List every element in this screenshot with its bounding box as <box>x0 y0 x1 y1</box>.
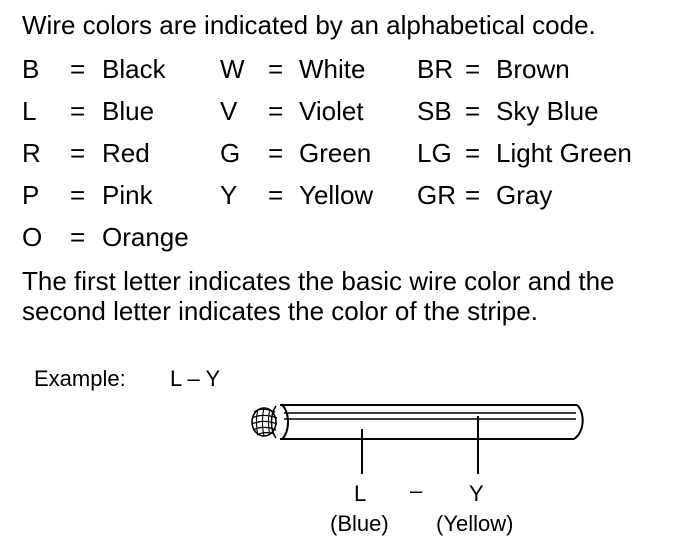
code-letter: L <box>22 96 37 126</box>
description-line-1: The first letter indicates the basic wire color and the <box>22 266 615 296</box>
code-letter: R <box>22 138 41 168</box>
equals-sign: = <box>465 96 481 126</box>
equals-sign: = <box>70 222 86 252</box>
color-name: Light Green <box>496 138 632 168</box>
color-name: Green <box>299 138 372 168</box>
code-letter: SB <box>417 96 452 126</box>
stripe-color-letter: Y <box>469 481 484 506</box>
code-letter: O <box>22 222 43 252</box>
base-color-letter: L <box>354 481 367 506</box>
color-name: Orange <box>102 222 189 252</box>
stripe-color-name: (Yellow) <box>436 511 514 536</box>
color-name: Violet <box>299 96 364 126</box>
equals-sign: = <box>268 180 284 210</box>
equals-sign: = <box>268 96 284 126</box>
color-name: Red <box>102 138 150 168</box>
example-code: L – Y <box>170 366 221 391</box>
equals-sign: = <box>465 180 481 210</box>
wire-end-cap <box>574 405 583 439</box>
code-letter: Y <box>220 180 238 210</box>
code-letter: W <box>220 54 245 84</box>
code-letter: B <box>22 54 40 84</box>
code-letter: GR <box>417 180 456 210</box>
wire-illustration <box>252 405 583 439</box>
code-letter: BR <box>417 54 454 84</box>
example-label: Example: <box>34 366 126 391</box>
equals-sign: = <box>70 96 86 126</box>
code-letter: P <box>22 180 40 210</box>
color-name: Yellow <box>299 180 374 210</box>
conductor-strands <box>252 408 277 436</box>
color-name: Pink <box>102 180 153 210</box>
code-letter: V <box>220 96 238 126</box>
intro-text: Wire colors are indicated by an alphabetical code. <box>22 10 596 40</box>
color-name: Black <box>102 54 166 84</box>
equals-sign: = <box>70 138 86 168</box>
description-line-2: second letter indicates the color of the stripe. <box>22 296 538 326</box>
insulation-edge <box>282 405 288 439</box>
separator-dash: – <box>410 478 423 503</box>
base-color-name: (Blue) <box>330 511 389 536</box>
equals-sign: = <box>70 180 86 210</box>
equals-sign: = <box>465 138 481 168</box>
color-name: White <box>299 54 366 84</box>
color-name: Brown <box>496 54 570 84</box>
code-letter: G <box>220 138 241 168</box>
equals-sign: = <box>268 138 284 168</box>
equals-sign: = <box>70 54 86 84</box>
code-letter: LG <box>417 138 452 168</box>
color-name: Sky Blue <box>496 96 599 126</box>
color-name: Gray <box>496 180 553 210</box>
equals-sign: = <box>268 54 284 84</box>
color-name: Blue <box>102 96 155 126</box>
equals-sign: = <box>465 54 481 84</box>
